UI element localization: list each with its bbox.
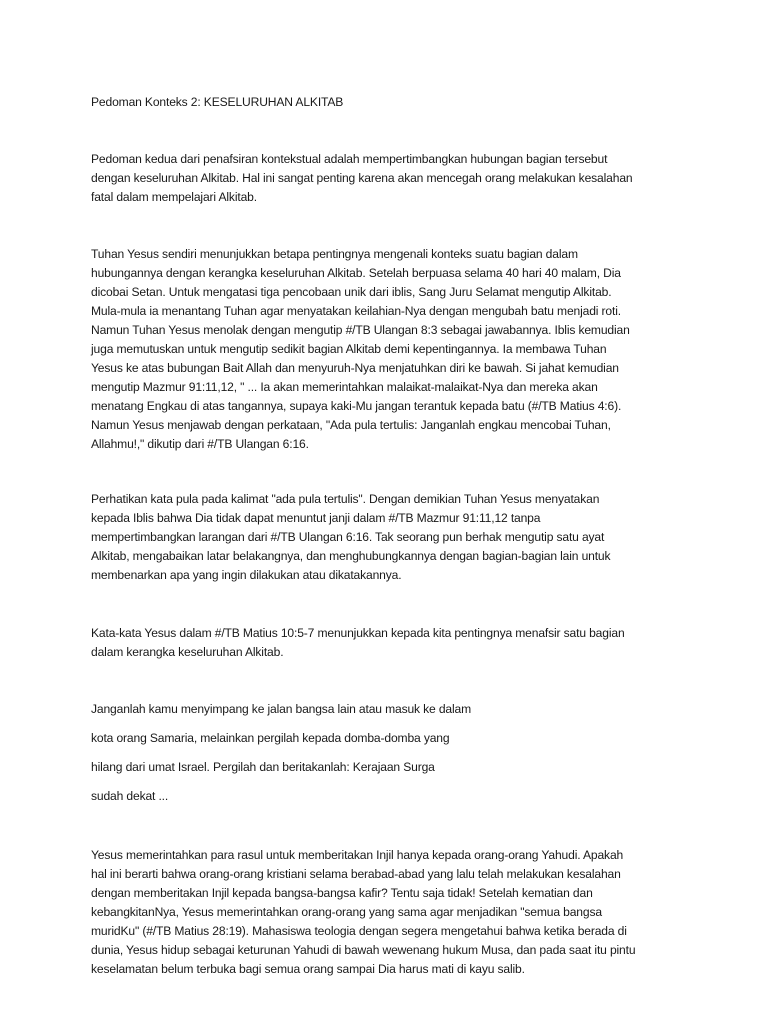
- text-line: Mula-mula ia menantang Tuhan agar menyatakan keilahian-Nya dengan mengubah batu menjadi roti.: [91, 304, 621, 318]
- text-line: Namun Yesus menjawab dengan perkataan, "Ada pula tertulis: Janganlah engkau mencobai Tuhan,: [91, 418, 611, 432]
- text-line: mempertimbangkan larangan dari #/TB Ulangan 6:16. Tak seorang pun berhak mengutip satu ayat: [91, 530, 605, 544]
- text-line: Alkitab, mengabaikan latar belakangnya, dan menghubungkannya dengan bagian-bagian lain untuk: [91, 549, 611, 563]
- text-line: Namun Tuhan Yesus menolak dengan mengutip #/TB Ulangan 8:3 sebagai jawabannya. Iblis kemudian: [91, 323, 630, 337]
- text-line: menatang Engkau di atas tangannya, supaya kaki-Mu jangan terantuk kepada batu (#/TB Matius 4:6).: [91, 399, 622, 413]
- document-title: Pedoman Konteks 2: KESELURUHAN ALKITAB: [91, 95, 344, 109]
- text-line: dengan keseluruhan Alkitab. Hal ini sangat penting karena akan mencegah orang melakukan kesalahan: [91, 171, 633, 185]
- text-line: hubungannya dengan kerangka keseluruhan Alkitab. Setelah berpuasa selama 40 hari 40 malam, Dia: [91, 266, 621, 280]
- text-line: dengan memberitakan Injil kepada bangsa-bangsa kafir? Tentu saja tidak! Setelah kematian dan: [91, 886, 593, 900]
- text-line: Pedoman kedua dari penafsiran kontekstual adalah mempertimbangkan hubungan bagian tersebut: [91, 152, 608, 166]
- text-line: keselamatan belum terbuka bagi semua orang sampai Dia harus mati di kayu salib.: [91, 962, 525, 976]
- text-line: Tuhan Yesus sendiri menunjukkan betapa pentingnya mengenali konteks suatu bagian dalam: [91, 247, 578, 261]
- text-line: Allahmu!," dikutip dari #/TB Ulangan 6:16.: [91, 437, 309, 451]
- text-line: Kata-kata Yesus dalam #/TB Matius 10:5-7 menunjukkan kepada kita pentingnya menafsir satu bagian: [91, 626, 625, 640]
- text-line: membenarkan apa yang ingin dilakukan atau dikatakannya.: [91, 568, 402, 582]
- quote-line: sudah dekat ...: [91, 789, 169, 803]
- quote-line: kota orang Samaria, melainkan pergilah kepada domba-domba yang: [91, 731, 450, 745]
- quote-line: hilang dari umat Israel. Pergilah dan beritakanlah: Kerajaan Surga: [91, 760, 435, 774]
- text-line: fatal dalam mempelajari Alkitab.: [91, 190, 257, 204]
- quote-line: Janganlah kamu menyimpang ke jalan bangsa lain atau masuk ke dalam: [91, 702, 472, 716]
- text-line: juga memutuskan untuk mengutip sedikit bagian Alkitab demi kepentingannya. Ia membawa Tuhan: [91, 342, 607, 356]
- text-line: dicobai Setan. Untuk mengatasi tiga pencobaan unik dari iblis, Sang Juru Selamat mengutip Alkitab.: [91, 285, 612, 299]
- text-line: dunia, Yesus hidup sebagai keturunan Yahudi di bawah wewenang hukum Musa, dan pada saat itu pintu: [91, 943, 636, 957]
- text-line: kepada Iblis bahwa Dia tidak dapat menuntut janji dalam #/TB Mazmur 91:11,12 tanpa: [91, 511, 541, 525]
- text-line: Yesus memerintahkan para rasul untuk memberitakan Injil hanya kepada orang-orang Yahudi. Apakah: [91, 848, 624, 862]
- text-line: Perhatikan kata pula pada kalimat "ada pula tertulis". Dengan demikian Tuhan Yesus menyatakan: [91, 492, 600, 506]
- text-line: mengutip Mazmur 91:11,12, " ... Ia akan memerintahkan malaikat-malaikat-Nya dan mereka akan: [91, 380, 598, 394]
- text-line: dalam kerangka keseluruhan Alkitab.: [91, 645, 284, 659]
- text-line: hal ini berarti bahwa orang-orang kristiani selama berabad-abad yang lalu telah melakukan kesalahan: [91, 867, 621, 881]
- text-line: kebangkitanNya, Yesus memerintahkan orang-orang yang sama agar menjadikan "semua bangsa: [91, 905, 602, 919]
- text-line: Yesus ke atas bubungan Bait Allah dan menyuruh-Nya menjatuhkan diri ke bawah. Si jahat kemudian: [91, 361, 619, 375]
- text-line: muridKu" (#/TB Matius 28:19). Mahasiswa teologia dengan segera mengetahui bahwa ketika berada di: [91, 924, 627, 938]
